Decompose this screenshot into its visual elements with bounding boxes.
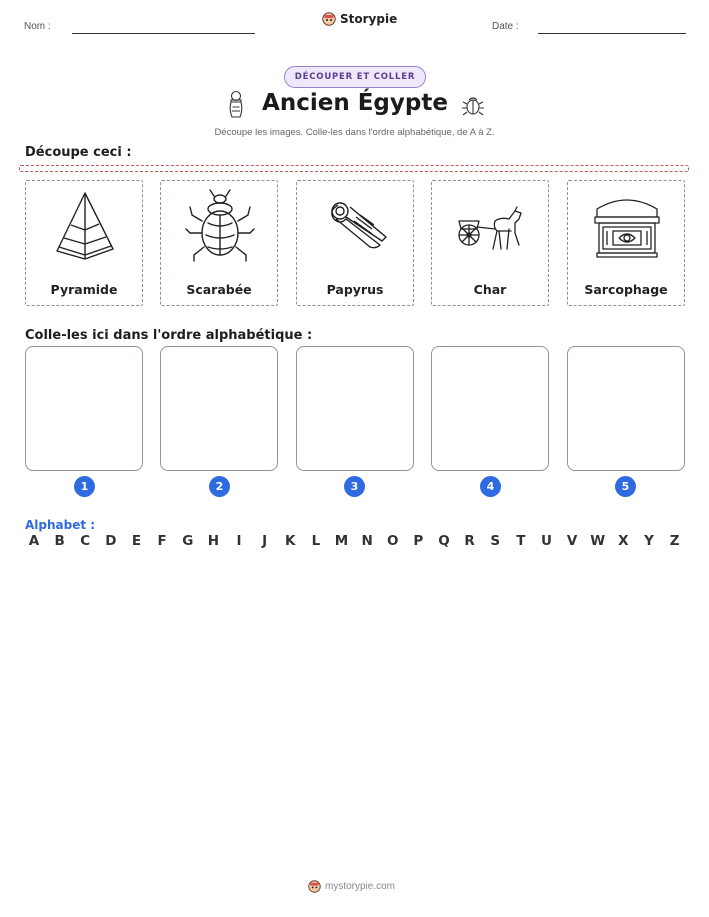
instructions-text: Découpe les images. Colle-les dans l'ordre alphabétique, de A à Z. [214, 127, 495, 138]
cut-card-scarabee[interactable] [160, 180, 278, 306]
number-badge-2: 2 [209, 476, 230, 497]
alphabet-letter: W [590, 533, 606, 549]
card-label: Sarcophage [584, 282, 668, 297]
name-field-line[interactable] [72, 33, 255, 34]
alphabet-letter: Q [438, 533, 450, 549]
date-label: Date : [492, 21, 519, 32]
paste-box-2[interactable] [160, 346, 278, 471]
alphabet-letter: B [54, 533, 65, 549]
paste-box-5[interactable] [567, 346, 685, 471]
card-label: Papyrus [326, 282, 384, 297]
alphabet-letter: N [361, 533, 373, 549]
alphabet-letter: K [285, 533, 296, 549]
card-label: Pyramide [50, 282, 118, 297]
chariot-icon [451, 187, 531, 267]
cut-card-papyrus[interactable] [296, 180, 414, 306]
number-badge-1: 1 [74, 476, 95, 497]
page-title: Ancien Égypte [262, 90, 448, 116]
paste-box-3[interactable] [296, 346, 414, 471]
alphabet-letter: U [541, 533, 552, 549]
name-label: Nom : [24, 21, 51, 32]
alphabet-letter: T [516, 533, 526, 549]
activity-badge: DÉCOUPER ET COLLER [284, 66, 426, 88]
scarab-icon [180, 187, 260, 267]
alphabet-letter: S [490, 533, 501, 549]
alphabet-letter: O [387, 533, 399, 549]
alphabet-letter: H [207, 533, 220, 549]
alphabet-letter: I [236, 533, 242, 549]
card-label: Char [473, 282, 507, 297]
alphabet-letter: Z [669, 533, 680, 549]
date-field-line[interactable] [538, 33, 686, 34]
number-badge-4: 4 [480, 476, 501, 497]
number-badge-3: 3 [344, 476, 365, 497]
footer-link[interactable]: mystorypie.com [325, 881, 396, 892]
cut-section-title: Découpe ceci : [25, 145, 132, 160]
alphabet-letter: F [157, 533, 167, 549]
alphabet-row [25, 533, 684, 549]
alphabet-letter: C [80, 533, 91, 549]
alphabet-letter: A [28, 533, 40, 549]
card-label: Scarabée [186, 282, 252, 297]
papyrus-scroll-icon [316, 187, 396, 267]
alphabet-letter: X [618, 533, 629, 549]
alphabet-letter: P [413, 533, 424, 549]
storypie-mascot-icon [322, 12, 336, 26]
alphabet-letter: R [464, 533, 475, 549]
scarab-small-icon [460, 92, 486, 118]
cut-card-pyramide[interactable] [25, 180, 143, 306]
canopic-jar-icon [226, 90, 246, 120]
cut-card-char[interactable] [431, 180, 549, 306]
sarcophagus-icon [587, 187, 667, 267]
alphabet-letter: L [311, 533, 321, 549]
cut-card-sarcophage[interactable] [567, 180, 685, 306]
alphabet-title: Alphabet : [25, 518, 96, 532]
alphabet-letter: D [105, 533, 117, 549]
paste-box-1[interactable] [25, 346, 143, 471]
alphabet-letter: M [334, 533, 349, 549]
alphabet-letter: G [182, 533, 194, 549]
brand-name: Storypie [340, 12, 398, 26]
alphabet-letter: Y [644, 533, 654, 549]
alphabet-letter: J [262, 533, 268, 549]
number-badge-5: 5 [615, 476, 636, 497]
storypie-mascot-icon [308, 880, 321, 893]
pyramid-icon [45, 187, 125, 267]
cut-dashed-line [19, 165, 689, 172]
brand-logo [322, 12, 397, 26]
alphabet-letter: V [566, 533, 578, 549]
paste-box-4[interactable] [431, 346, 549, 471]
alphabet-letter: E [131, 533, 142, 549]
paste-section-title: Colle-les ici dans l'ordre alphabétique : [25, 328, 313, 343]
footer [308, 880, 395, 893]
